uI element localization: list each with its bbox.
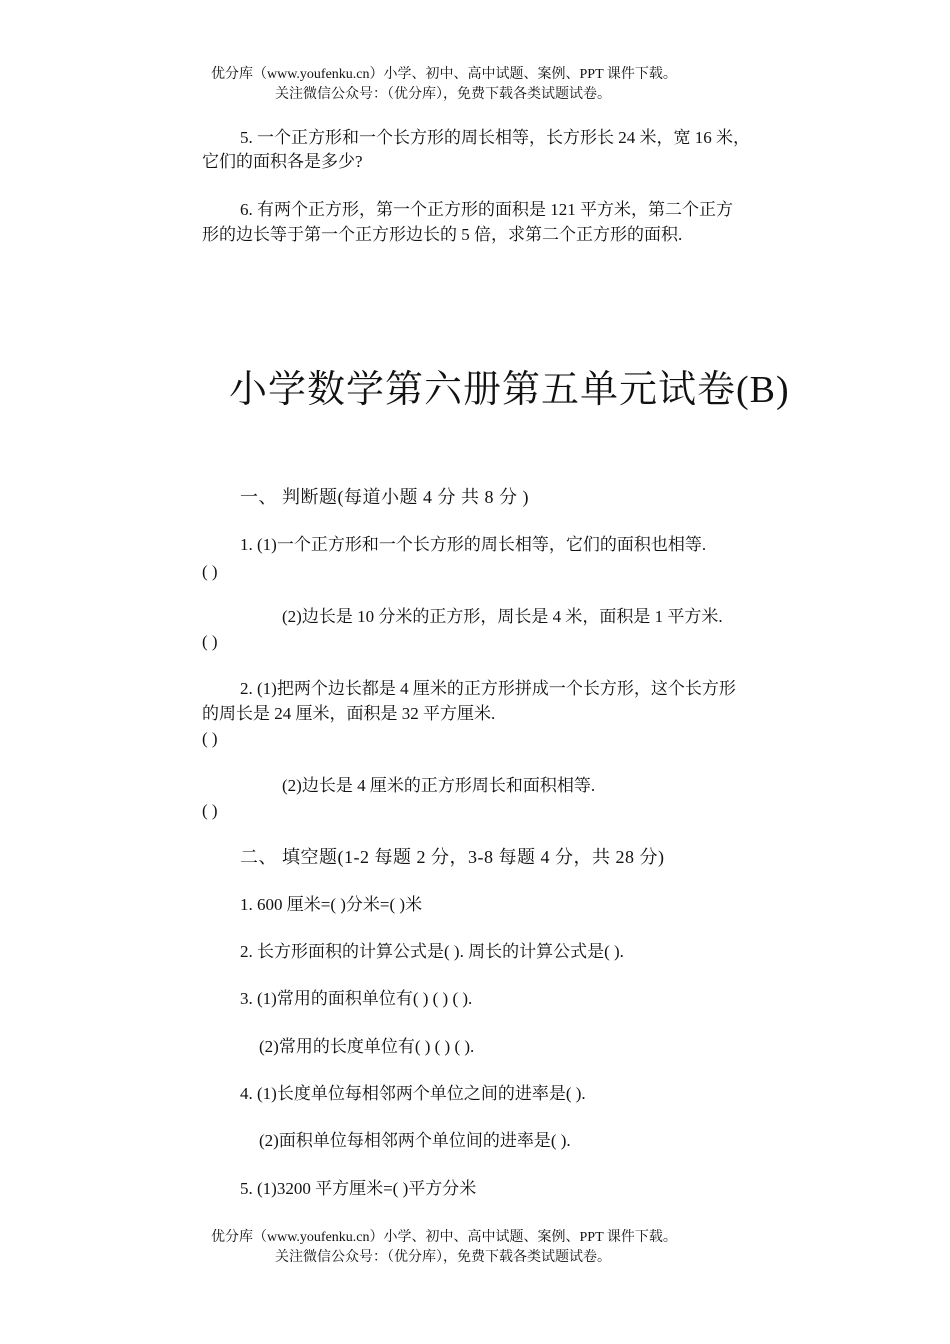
section-1-heading: 一、 判断题(每道小题 4 分 共 8 分 ) [240, 487, 529, 507]
s1-question-2b: (2)边长是 4 厘米的正方形周长和面积相等. [282, 776, 596, 795]
page-title: 小学数学第六册第五单元试卷(B) [229, 369, 790, 411]
header-line-1: 优分库（www.youfenku.cn）小学、初中、高中试题、案例、PPT 课件下载。 [211, 67, 677, 82]
question-6-line-2: 形的边长等于第一个正方形边长的 5 倍，求第二个正方形的面积. [202, 225, 683, 244]
question-6-line-1: 6. 有两个正方形，第一个正方形的面积是 121 平方米，第二个正方 [240, 200, 733, 219]
s1-question-2a-answer: ( ) [202, 729, 218, 748]
s1-question-2b-answer: ( ) [202, 801, 218, 820]
s2-question-4a: 4. (1)长度单位每相邻两个单位之间的进率是( ). [240, 1084, 586, 1103]
s2-question-5a: 5. (1)3200 平方厘米=( )平方分米 [240, 1179, 477, 1198]
s2-question-4b: (2)面积单位每相邻两个单位间的进率是( ). [259, 1131, 571, 1150]
s1-question-2a-line-1: 2. (1)把两个边长都是 4 厘米的正方形拼成一个长方形，这个长方形 [240, 679, 736, 698]
s1-question-1b-answer: ( ) [202, 632, 218, 651]
question-5-line-1: 5. 一个正方形和一个长方形的周长相等，长方形长 24 米，宽 16 米， [240, 128, 750, 147]
section-2-heading: 二、 填空题(1-2 每题 2 分，3-8 每题 4 分，共 28 分) [240, 847, 665, 867]
s1-question-2a-line-2: 的周长是 24 厘米，面积是 32 平方厘米. [202, 704, 496, 723]
s1-question-1a-answer: ( ) [202, 562, 218, 581]
s2-question-1: 1. 600 厘米=( )分米=( )米 [240, 895, 423, 914]
footer-line-1: 优分库（www.youfenku.cn）小学、初中、高中试题、案例、PPT 课件下载。 [211, 1230, 677, 1245]
s2-question-3a: 3. (1)常用的面积单位有( ) ( ) ( ). [240, 989, 473, 1008]
s2-question-2: 2. 长方形面积的计算公式是( ). 周长的计算公式是( ). [240, 942, 624, 961]
footer-line-2: 关注微信公众号：（优分库），免费下载各类试题试卷。 [275, 1250, 611, 1265]
question-5-line-2: 它们的面积各是多少? [202, 152, 363, 171]
s2-question-3b: (2)常用的长度单位有( ) ( ) ( ). [259, 1037, 475, 1056]
header-line-2: 关注微信公众号：（优分库），免费下载各类试题试卷。 [275, 87, 611, 102]
s1-question-1a: 1. (1)一个正方形和一个长方形的周长相等，它们的面积也相等. [240, 535, 707, 554]
s1-question-1b: (2)边长是 10 分米的正方形，周长是 4 米，面积是 1 平方米. [282, 607, 723, 626]
